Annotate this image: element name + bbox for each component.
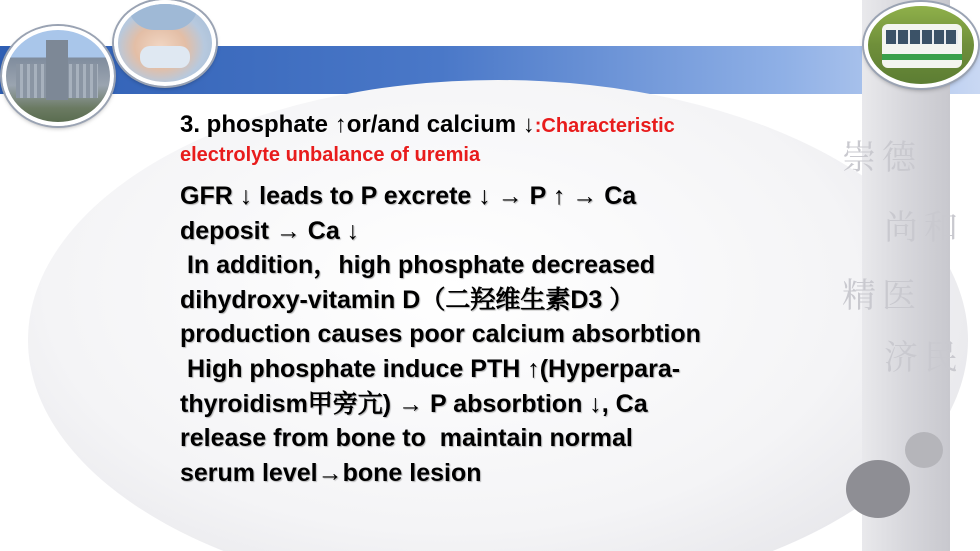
- bus-photo: [864, 2, 978, 88]
- calligraphy-line: 济民: [884, 338, 964, 378]
- body-line: In addition，high phosphate decreased: [180, 251, 656, 280]
- slide-body: [180, 179, 800, 490]
- heading-note: :Characteristic: [534, 115, 675, 137]
- hospital-building-photo: [2, 26, 114, 126]
- surgeon-photo: [114, 0, 216, 86]
- body-line: deposit → Ca ↓: [180, 216, 360, 245]
- body-line: serum level→bone lesion: [180, 458, 482, 487]
- decorative-dot-small: [905, 432, 943, 468]
- body-line: production causes poor calcium absorbtion: [180, 320, 701, 349]
- slide-heading: [180, 110, 800, 141]
- calligraphy-line: 崇德: [842, 138, 922, 178]
- body-line: High phosphate induce PTH ↑(Hyperpara-: [180, 354, 681, 383]
- heading-main: 3. phosphate ↑or/and calcium ↓: [180, 111, 535, 138]
- calligraphy-line: 精医: [842, 276, 922, 316]
- slide-content: [180, 110, 800, 490]
- calligraphy-line: 尚和: [884, 208, 964, 248]
- body-line: GFR ↓ leads to P excrete ↓ → P ↑ → Ca: [180, 182, 637, 210]
- heading-note-continued: electrolyte unbalance of uremia: [180, 144, 481, 166]
- decorative-dot-large: [846, 460, 910, 518]
- body-line: release from bone to maintain normal: [180, 424, 633, 453]
- body-line: thyroidism甲旁亢) → P absorbtion ↓, Ca: [180, 389, 648, 418]
- body-line: dihydroxy-vitamin D（二羟维生素D3 ）: [180, 285, 635, 314]
